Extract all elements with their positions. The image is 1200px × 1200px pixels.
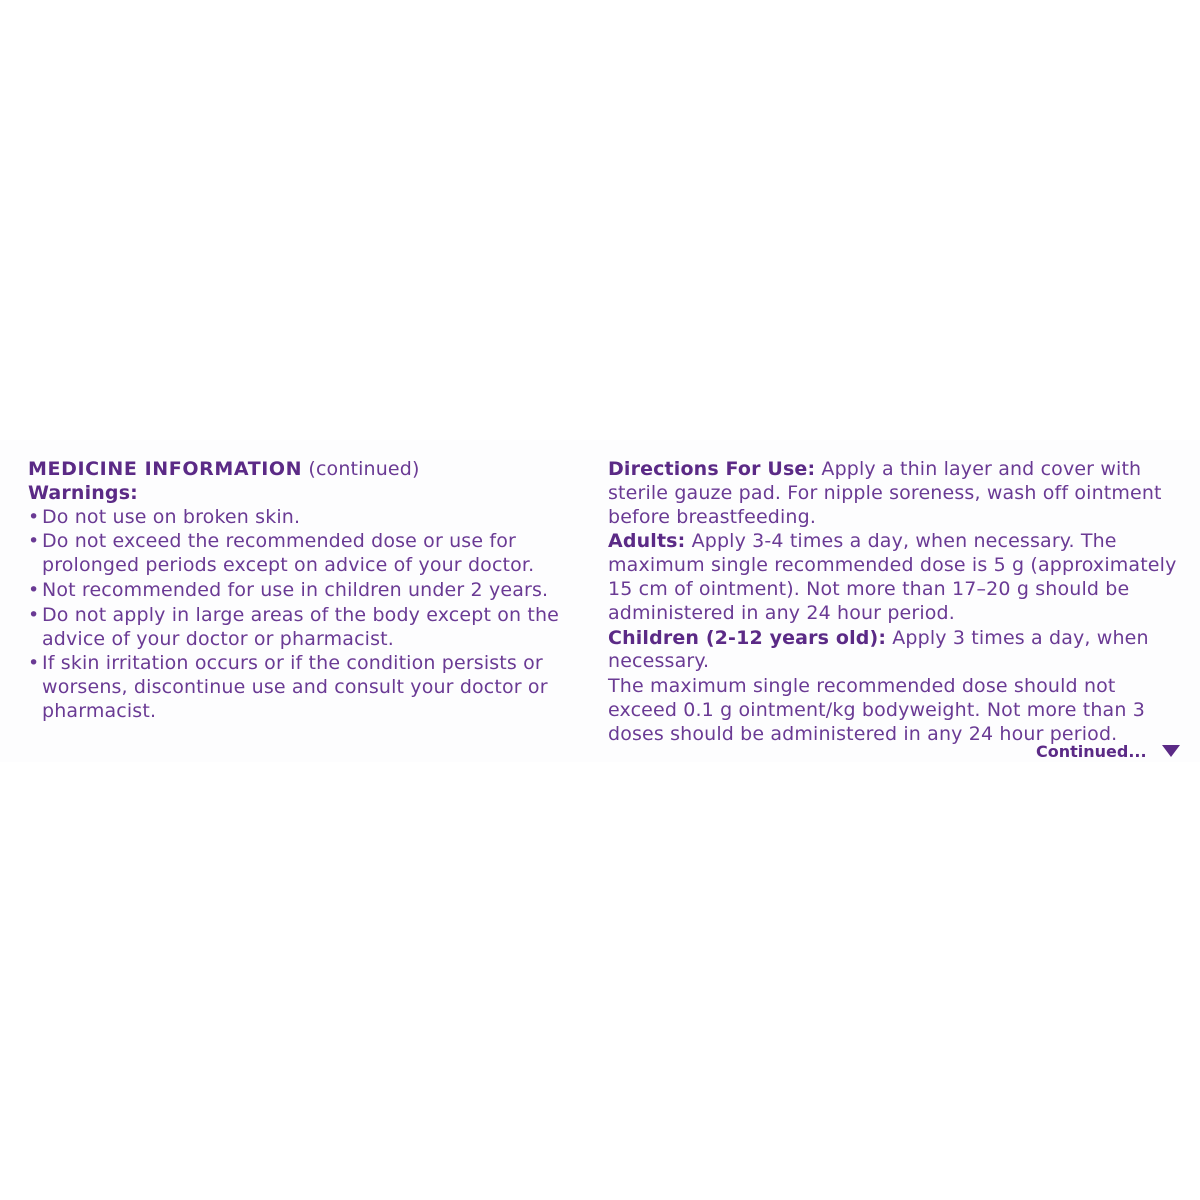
- bullet-icon: •: [28, 505, 40, 528]
- children-text: Apply 3 times a day, when necessary.: [608, 626, 1149, 673]
- warning-item: [28, 604, 588, 652]
- children-max-dose-paragraph: The maximum single recommended dose should not exceed 0.1 g ointment/kg bodyweight. Not more than 3 doses should be administered in any 24 hour period.: [608, 675, 1145, 745]
- directions-text: Apply a thin layer and cover with sterile gauze pad. For nipple soreness, wash off ointment before breastfeeding.: [608, 458, 1162, 528]
- adults-label: Adults:: [608, 530, 686, 553]
- warning-text: If skin irritation occurs or if the condition persists or worsens, discontinue use and consult your doctor or pharmacist.: [42, 652, 548, 722]
- medicine-information-heading: [28, 458, 588, 482]
- warning-text: Do not exceed the recommended dose or use for prolonged periods except on advice of your doctor.: [42, 530, 535, 577]
- warning-item: [28, 530, 588, 578]
- heading-title: MEDICINE INFORMATION: [28, 458, 303, 480]
- warning-item: [28, 506, 588, 530]
- warning-item: [28, 652, 588, 723]
- bullet-icon: •: [28, 578, 40, 601]
- directions-column: [608, 458, 1178, 748]
- children-label: Children (2-12 years old):: [608, 626, 887, 649]
- medicine-information-column: [28, 458, 588, 725]
- warning-text: Not recommended for use in children under 2 years.: [42, 578, 549, 601]
- warning-text: Do not apply in large areas of the body except on the advice of your doctor or pharmacist.: [42, 603, 560, 650]
- adults-paragraph: [608, 530, 1178, 625]
- children-paragraph: [608, 627, 1178, 675]
- warnings-title: Warnings:: [28, 481, 138, 504]
- warning-text: Do not use on broken skin.: [42, 505, 301, 528]
- directions-label: Directions For Use:: [608, 458, 816, 480]
- bullet-icon: •: [28, 603, 40, 626]
- bullet-icon: •: [28, 652, 40, 675]
- heading-note: (continued): [308, 458, 420, 480]
- warning-item: [28, 579, 588, 603]
- bullet-icon: •: [28, 530, 40, 553]
- directions-paragraph: [608, 458, 1178, 529]
- adults-text: Apply 3-4 times a day, when necessary. The maximum single recommended dose is 5 g (approximately 15 cm of ointment). Not more than 17–20 g should be administered in any 24 hour period.: [608, 530, 1177, 624]
- continued-label: Continued...: [1036, 742, 1147, 761]
- triangle-down-icon: [1162, 745, 1180, 757]
- warnings-list: [28, 506, 588, 724]
